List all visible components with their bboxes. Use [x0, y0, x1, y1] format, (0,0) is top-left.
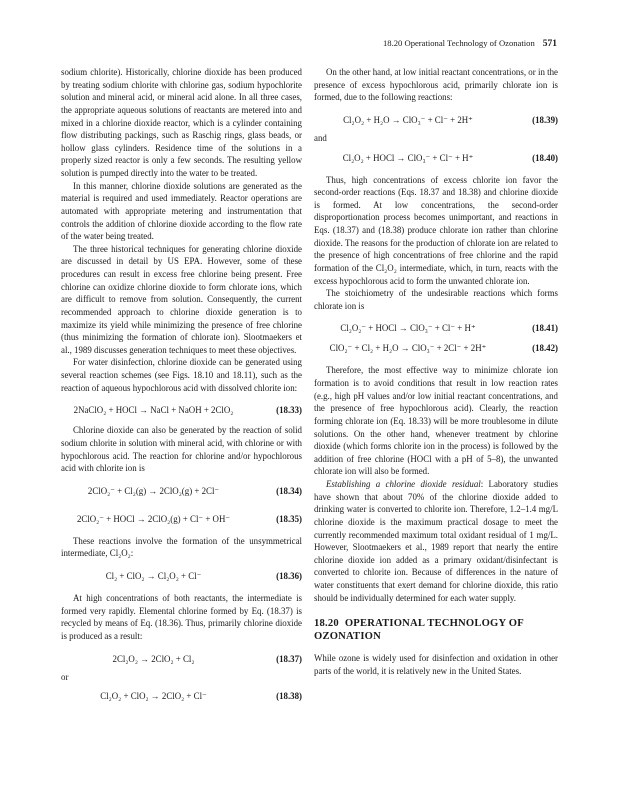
equation-18-38	[61, 689, 302, 703]
paragraph: These reactions involve the formation of the unsymmetrical intermediate, Cl₂O₂:	[61, 535, 302, 559]
paragraph: The stoichiometry of the undesirable reactions which forms chlorate ion is	[314, 288, 558, 311]
equation-18-39	[314, 113, 558, 127]
equation-18-34	[61, 484, 302, 498]
paragraph: On the other hand, at low initial reactant concentrations, or in the presence of excess hypochlorous acid, primarily chlorate ion is formed, due to the following reactions:	[314, 67, 558, 103]
equation-18-37	[61, 652, 302, 666]
paragraph: The three historical techniques for generating chlorine dioxide are discussed in detail by US EPA. However, some of these procedures can result in excess free chlorine being present. Free chlorine can oxidize chlorine dioxide to form chlorate ions, which are difficult to remove from solution. Consequently, the current recommended approach to chlorine dioxide generation is to maximize its yield while minimizing the presence of free chlorine (thus minimizing the formation of chlorate ion). Slootmaekers et al., 1989 discusses generation techniques to meet these objectives.	[61, 243, 302, 355]
equation-text: Cl₂O₂ + ClO₂ → 2ClO₂ + Cl⁻	[100, 691, 207, 702]
equation-number: (18.34)	[276, 485, 302, 496]
equation-number: (18.41)	[532, 323, 558, 334]
paragraph	[314, 478, 558, 604]
paragraph: While ozone is widely used for disinfection and oxidation in other parts of the world, it is relatively new in the United States.	[314, 653, 558, 676]
equation-text: Cl₂ + ClO₂ → Cl₂O₂ + Cl⁻	[105, 571, 202, 581]
equation-18-41	[314, 321, 558, 335]
paragraph: Chlorine dioxide can also be generated by the reaction of solid sodium chlorite in solution with mineral acid, with chlorine or with hypochlorous acid. The reaction for chlorine and/or hypochlorous acid with chlorite ion is	[61, 425, 302, 474]
paragraph: At high concentrations of both reactants, the intermediate is formed very rapidly. Elemental chlorine formed by Eq. (18.37) is recycled by means of Eq. (18.36). Thus, primarily chlorine dioxide is produced as a result:	[61, 593, 302, 641]
page-number: 571	[542, 39, 557, 49]
equation-text: 2ClO₂⁻ + HOCl → 2ClO₂(g) + Cl⁻ + OH⁻	[76, 513, 231, 524]
equation-text: Cl₂O₂ + HOCl → ClO₃⁻ + Cl⁻ + H⁺	[342, 152, 474, 163]
running-header	[383, 38, 557, 49]
equation-18-33	[61, 403, 302, 417]
equation-number: (18.38)	[276, 691, 302, 702]
left-column	[61, 66, 302, 703]
equation-text: Cl₂O₂⁻ + HOCl → ClO₃⁻ + Cl⁻ + H⁺	[340, 323, 476, 334]
running-title: 18.20 Operational Technology of Ozonation	[383, 38, 535, 48]
paragraph: sodium chlorite). Historically, chlorine dioxide has been produced by treating sodium chlorite with chlorine gas, sodium hypochlorite solution and mineral acid, or mineral acid alone. In all three cases, the appropriate aqueous solutions of reactants are metered into and mixed in a chlorine dioxide reactor, which is a cylinder containing flow distributing packings, such as Raschig rings, glass beads, or hollow glass cylinders. Residence time of the solutions in a properly sized reactor is only a few seconds. The resulting yellow solution is pumped directly into the water to be treated.	[61, 67, 302, 178]
paragraph-text: : Laboratory studies have shown that about 70% of the chlorine dioxide added to drinking water is converted to chlorite ion. Therefore, 1.2–1.4 mg/L chlorine dioxide is the maximum practical dosage to meet the currently recommended maximum total oxidant residual of 1 mg/L. However, Slootmaekers et al., 1989 report that nearly the entire chlorine dioxide ion added as a primary oxidant/disinfectant is converted to chlorite ion. Because of differences in the nature of water constituents that exert demand for chlorine dioxide, this ratio should be individually determined for each water supply.	[314, 479, 559, 603]
equation-text: 2Cl₂O₂ → 2ClO₂ + Cl₂	[112, 653, 195, 664]
paragraph: Therefore, the most effective way to minimize chlorate ion formation is to avoid conditions that result in low reaction rates (e.g., high pH values and/or low initial reactant concentrations, and the presence of free hypochlorous acid). Clearly, the reaction forming chlorate ion (Eq. 18.33) will be more troublesome in dilute solutions. On the other hand, whenever treatment by chlorine dioxide (which forms chlorite ion in the process) is followed by the addition of free chlorine (HOCl with a pH of 5–8), the unwanted chlorate ion will also be formed.	[314, 365, 558, 477]
section-number: 18.20	[314, 618, 339, 630]
section-heading	[314, 617, 558, 643]
equation-number: (18.40)	[532, 152, 558, 163]
equation-18-35	[61, 512, 302, 526]
equation-number: (18.36)	[276, 571, 302, 581]
section-title: OPERATIONAL TECHNOLOGY OF OZONATION	[314, 618, 524, 643]
equation-number: (18.42)	[532, 343, 558, 354]
equation-number: (18.35)	[276, 513, 302, 524]
equation-number: (18.39)	[532, 114, 558, 125]
connective-or: or	[61, 671, 69, 682]
run-in-heading: Establishing a chlorine dioxide residual	[326, 479, 481, 489]
equation-18-40	[314, 151, 558, 165]
paragraph: For water disinfection, chlorine dioxide can be generated using several reaction schemes (see Figs. 18.10 and 18.11), such as the reaction of aqueous hypochlorous acid with dissolved chlorite ion:	[61, 357, 302, 393]
equation-number: (18.37)	[276, 653, 302, 664]
paragraph: In this manner, chlorine dioxide solutions are generated as the material is required and used immediately. Reactor operations are automated with appropriate metering and instrumentation that controls the addition of chlorine dioxide according to the flow rate of the water being treated.	[61, 180, 302, 242]
equation-18-36	[61, 569, 302, 583]
equation-18-42	[314, 341, 558, 355]
equation-text: Cl₂O₂ + H₂O → ClO₃⁻ + Cl⁻ + 2H⁺	[343, 114, 473, 125]
equation-number: (18.33)	[276, 405, 302, 416]
equation-text: 2NaClO₂ + HOCl → NaCl + NaOH + 2ClO₂	[73, 405, 234, 416]
equation-text: ClO₂⁻ + Cl₂ + H₂O → ClO₃⁻ + 2Cl⁻ + 2H⁺	[329, 343, 487, 354]
connective-and: and	[314, 132, 327, 143]
right-column	[314, 66, 558, 678]
equation-text: 2ClO₂⁻ + Cl₂(g) → 2ClO₂(g) + 2Cl⁻	[87, 485, 220, 496]
paragraph: Thus, high concentrations of excess chlorite ion favor the second-order reactions (Eqs. 18.37 and 18.38) and chlorine dioxide is formed. At low concentrations, the second-order disproportionation process becomes unimportant, and reactions in Eqs. (18.37) and (18.38) produce chlorate ion rather than chlorine dioxide. The reasons for the production of chlorate ion are related to the presence of high concentrations of free chlorine and the rapid formation of the Cl₂O₂ intermediate, which, in turn, reacts with the excess hypochlorous acid to form the unwanted chlorate ion.	[314, 174, 558, 286]
